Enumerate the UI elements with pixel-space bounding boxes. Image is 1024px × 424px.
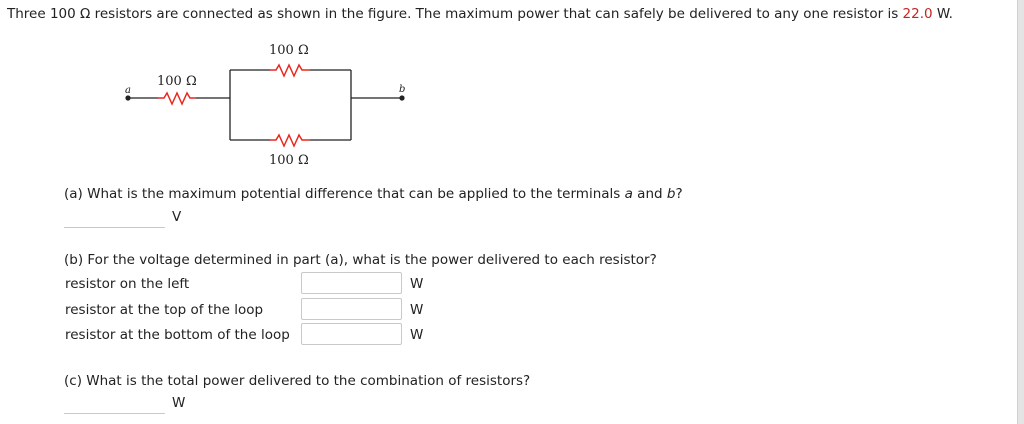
problem-statement [7,6,953,22]
part-a-answer-input[interactable] [64,206,165,228]
part-b-row-top-label: resistor at the top of the loop [65,302,264,318]
circuit-figure [110,38,420,178]
resistor-top [270,65,310,76]
part-a-term-b: b [666,186,676,202]
part-b-top-resistor-input[interactable] [301,298,402,320]
page-scrollbar[interactable] [1017,0,1024,424]
circuit-diagram [110,38,420,178]
part-c-answer-input[interactable] [64,392,165,414]
terminal-b-label: b [399,84,406,95]
top-resistor-label: 100 Ω [269,43,309,58]
left-resistor-label: 100 Ω [157,74,197,89]
resistor-bottom [270,135,310,146]
terminal-a-dot [125,95,130,100]
intro-text-after: W. [932,6,953,22]
intro-text-before: Three 100 Ω resistors are connected as shown in the figure. The maximum power that can safely be delivered to any one resistor is [7,6,903,22]
part-b-row-left-label: resistor on the left [65,276,190,292]
part-a-text-mid: and [632,186,667,202]
part-c-question: (c) What is the total power delivered to the combination of resistors? [64,373,531,389]
terminal-b-dot [399,95,404,100]
part-a-text-before: (a) What is the maximum potential difference that can be applied to the terminals [64,186,625,202]
terminal-a-label: a [125,85,131,96]
part-b-question: (b) For the voltage determined in part (a), what is the power delivered to each resistor? [64,252,657,268]
part-b-bottom-unit: W [410,327,424,343]
part-b-bottom-resistor-input[interactable] [301,323,402,345]
part-a-text-after: ? [675,186,683,202]
part-a-unit: V [172,209,182,225]
part-a-question [64,186,683,202]
part-b-left-unit: W [410,276,424,292]
part-c-unit: W [172,395,186,411]
part-a-term-a: a [624,186,633,202]
part-b-row-bottom-label: resistor at the bottom of the loop [65,327,290,343]
max-power-value: 22.0 [902,6,933,22]
part-b-top-unit: W [410,302,424,318]
part-b-left-resistor-input[interactable] [301,272,402,294]
bottom-resistor-label: 100 Ω [269,153,309,168]
resistor-left [158,93,196,104]
